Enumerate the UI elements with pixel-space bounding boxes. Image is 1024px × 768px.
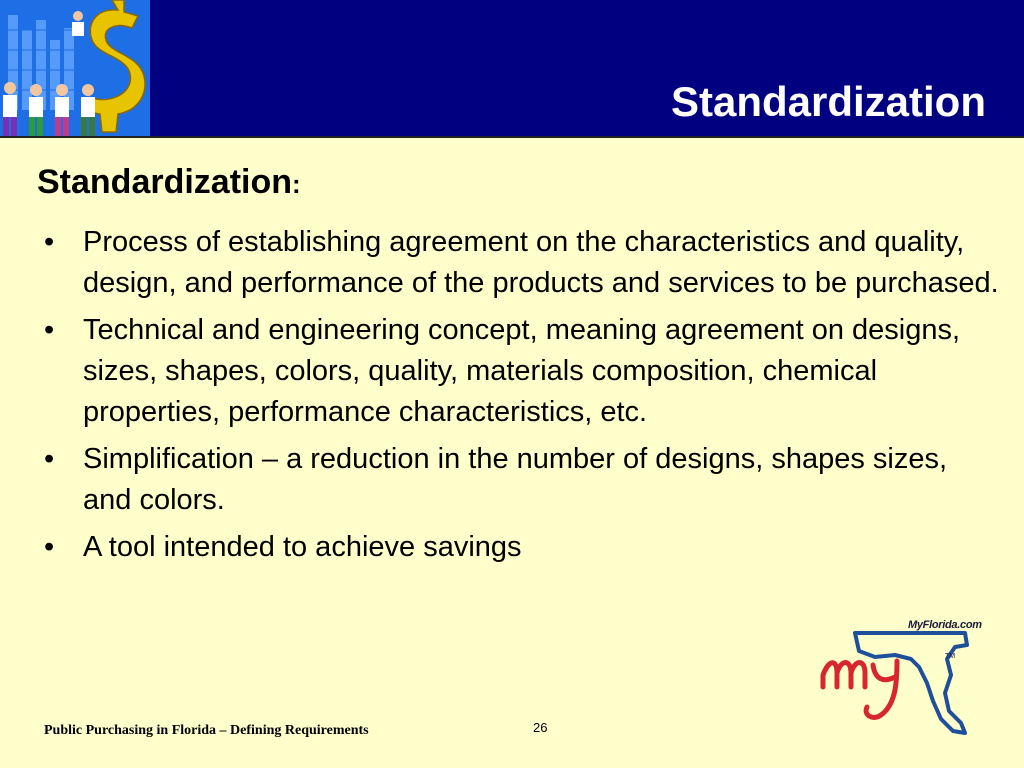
slide-title: Standardization (670, 78, 986, 125)
bullet-item (40, 527, 1000, 568)
bullet-text: Process of establishing agreement on the characteristics and quality, design, and performance of the products and services to be purchased. (83, 226, 999, 299)
bullet-marker: • (44, 226, 55, 258)
header-divider (0, 136, 1024, 138)
logo-trademark: TM (945, 653, 956, 660)
section-heading-colon: : (292, 169, 301, 199)
bullet-item (40, 439, 1000, 521)
section-heading (37, 160, 301, 206)
business-people-dollar-clipart (0, 0, 150, 136)
section-heading-text: Standardization (37, 163, 293, 201)
florida-state-logo-graphic (815, 615, 995, 737)
bullet-item (40, 310, 1000, 433)
bullet-list (40, 222, 1000, 574)
bullet-marker: • (44, 531, 55, 563)
bullet-marker: • (44, 443, 55, 475)
footer-course-title: Public Purchasing in Florida – Defining Requirements (44, 723, 369, 738)
myflorida-logo (815, 615, 995, 737)
bullet-text: Simplification – a reduction in the number of designs, shapes sizes, and colors. (83, 443, 948, 516)
page-number: 26 (533, 720, 548, 735)
bullet-text: A tool intended to achieve savings (83, 531, 522, 563)
bullet-item (40, 222, 1000, 304)
bullet-text: Technical and engineering concept, meaning agreement on designs, sizes, shapes, colors, quality, materials composition, chemical properties, performance characteristics, etc. (83, 314, 961, 428)
logo-url-text: MyFlorida.com (908, 619, 982, 631)
bullet-marker: • (44, 314, 55, 346)
